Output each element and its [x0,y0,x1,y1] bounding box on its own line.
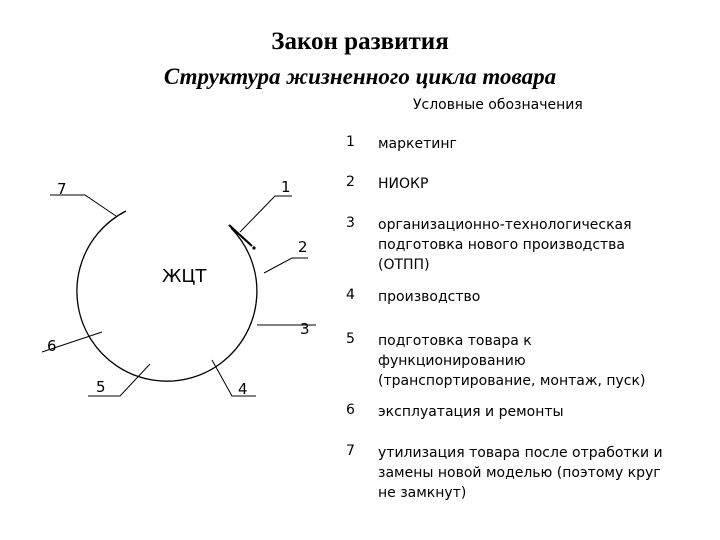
legend-item-3-text: организационно-технологическая подготовка нового производства (ОТПП) [378,217,632,273]
stage-label-7: 7 [57,180,67,198]
legend-item-5-number: 5 [346,331,355,347]
legend-item-1-number: 1 [346,134,355,150]
legend-item-7-number: 7 [346,443,355,459]
legend-item-2-number: 2 [346,174,355,190]
legend-title: Условные обозначения [413,97,583,113]
stage-label-1: 1 [281,178,291,196]
stage-label-6: 6 [47,337,57,355]
legend-item-6-text: эксплуатация и ремонты [378,404,564,420]
leader-line-2 [264,258,308,273]
stage-label-4: 4 [238,380,248,398]
life-cycle-arc [77,211,257,381]
legend-item-6-number: 6 [346,402,355,418]
page-title: Закон развития [271,28,449,55]
page-subtitle: Структура жизненного цикла товара [163,64,557,89]
center-label: ЖЦТ [162,266,207,287]
stage-label-2: 2 [298,238,308,256]
stage-label-3: 3 [300,320,310,338]
legend-item-3-number: 3 [346,215,355,231]
legend-item-7-text: утилизация товара после отработки и замены новой моделью (поэтому круг не замкнут) [378,445,663,501]
legend-item-5-text: подготовка товара к функционированию (транспортирование, монтаж, пуск) [378,333,646,389]
stage-1-break-mark [229,225,252,246]
leader-line-7 [50,195,116,216]
legend-item-1-text: маркетинг [378,136,457,152]
leader-line-1 [240,196,292,232]
legend-item-2-text: НИОКР [378,176,429,192]
stage-1-point [252,246,255,249]
stage-label-5: 5 [96,378,106,396]
legend-item-4-number: 4 [346,287,355,303]
legend-item-4-text: производство [378,289,481,305]
